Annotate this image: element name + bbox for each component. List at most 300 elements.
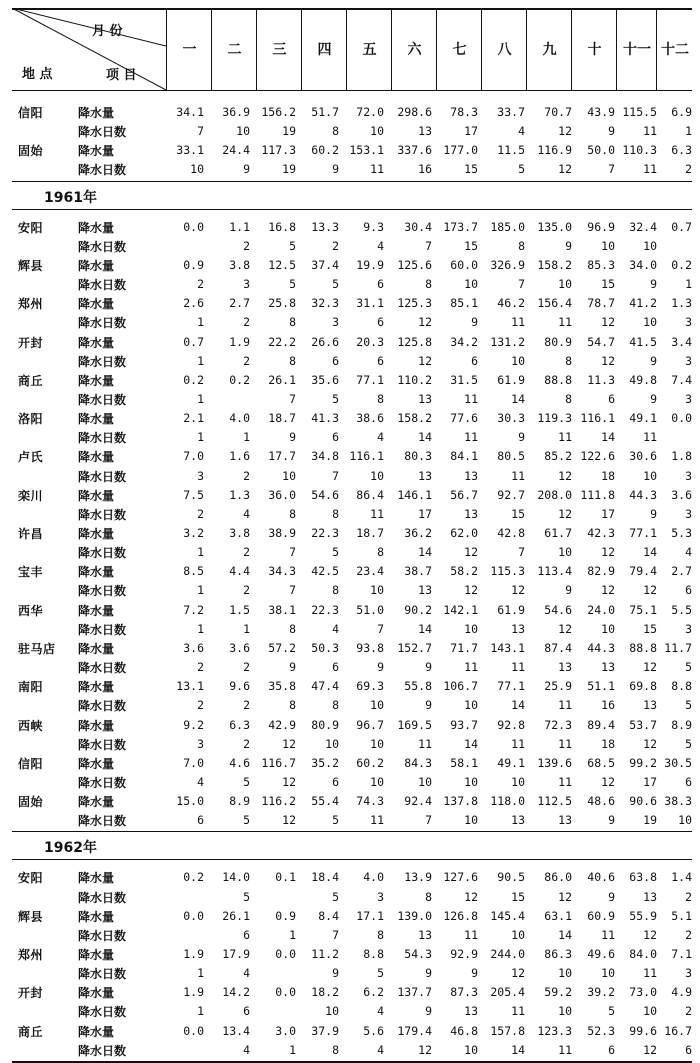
value-cell: 12 bbox=[282, 774, 296, 789]
value-cell: 80.9 bbox=[311, 717, 339, 732]
value-cell: 9 bbox=[565, 238, 572, 253]
value-cell: 85.1 bbox=[450, 296, 478, 311]
value-cell: 110.3 bbox=[622, 143, 657, 158]
value-cell: 12 bbox=[601, 583, 615, 598]
station-name: 信阳 bbox=[18, 106, 44, 120]
value-cell: 1 bbox=[289, 1042, 296, 1057]
value-cell: 35.6 bbox=[311, 372, 339, 387]
value-cell: 8 bbox=[377, 927, 384, 942]
value-cell: 9 bbox=[650, 277, 657, 292]
value-cell: 10 bbox=[601, 966, 615, 981]
value-cell: 3 bbox=[197, 736, 204, 751]
item-rain-days: 降水日数 bbox=[78, 775, 127, 790]
value-cell: 9 bbox=[425, 1004, 432, 1019]
value-cell: 75.1 bbox=[629, 602, 657, 617]
value-cell: 7 bbox=[332, 927, 339, 942]
value-cell: 11.2 bbox=[311, 947, 339, 961]
value-cell: 7 bbox=[377, 621, 384, 636]
value-cell: 38.7 bbox=[404, 564, 432, 579]
value-cell: 123.3 bbox=[537, 1023, 572, 1038]
table-row bbox=[12, 312, 692, 331]
value-cell: 54.6 bbox=[311, 487, 339, 502]
item-precipitation: 降水量 bbox=[78, 297, 115, 312]
value-cell: 6 bbox=[471, 353, 478, 368]
value-cell: 1.3 bbox=[671, 296, 692, 311]
value-cell: 70.7 bbox=[544, 105, 572, 119]
table-row bbox=[12, 351, 692, 370]
station-name: 开封 bbox=[18, 986, 44, 1001]
value-cell: 17 bbox=[601, 506, 615, 521]
value-cell: 11 bbox=[643, 162, 657, 177]
value-cell: 13 bbox=[643, 698, 657, 713]
value-cell: 3 bbox=[685, 621, 692, 636]
value-cell: 34.3 bbox=[268, 564, 296, 579]
value-cell: 8 bbox=[289, 315, 296, 330]
value-cell: 93.8 bbox=[356, 640, 384, 655]
value-cell: 1 bbox=[197, 1004, 204, 1019]
table-row bbox=[12, 217, 692, 236]
value-cell: 3.6 bbox=[229, 640, 250, 655]
item-rain-days: 降水日数 bbox=[78, 1005, 127, 1020]
table-row bbox=[12, 619, 692, 638]
value-cell: 84.1 bbox=[450, 449, 478, 464]
value-cell: 7.0 bbox=[183, 449, 204, 464]
table-row bbox=[12, 753, 692, 772]
value-cell: 2 bbox=[685, 1004, 692, 1019]
value-cell: 1 bbox=[685, 277, 692, 292]
station-name: 郑州 bbox=[18, 297, 44, 312]
value-cell: 137.8 bbox=[443, 794, 478, 809]
value-cell: 87.3 bbox=[450, 985, 478, 1000]
value-cell: 11.3 bbox=[587, 372, 615, 387]
value-cell: 68.5 bbox=[587, 755, 615, 770]
month-header-12: 十二 bbox=[656, 8, 693, 90]
value-cell: 9 bbox=[608, 124, 615, 139]
value-cell: 77.6 bbox=[450, 411, 478, 426]
value-cell: 0.2 bbox=[671, 257, 692, 272]
value-cell: 46.8 bbox=[450, 1023, 478, 1038]
value-cell: 12 bbox=[558, 621, 572, 636]
value-cell: 55.4 bbox=[311, 794, 339, 809]
value-cell: 0.0 bbox=[275, 947, 296, 961]
value-cell: 8 bbox=[289, 353, 296, 368]
table-row bbox=[12, 963, 692, 982]
value-cell: 115.3 bbox=[490, 564, 525, 579]
value-cell: 7 bbox=[425, 813, 432, 828]
value-cell: 10 bbox=[370, 583, 384, 598]
value-cell: 10 bbox=[282, 468, 296, 483]
table-row bbox=[12, 121, 692, 140]
value-cell: 2 bbox=[243, 315, 250, 330]
value-cell: 12 bbox=[643, 660, 657, 675]
station-name: 开封 bbox=[18, 335, 44, 350]
item-rain-days: 降水日数 bbox=[78, 699, 127, 714]
value-cell: 54.6 bbox=[544, 602, 572, 617]
value-cell: 5.3 bbox=[671, 526, 692, 540]
value-cell: 4 bbox=[332, 621, 339, 636]
value-cell: 173.7 bbox=[443, 219, 478, 234]
value-cell: 23.4 bbox=[356, 564, 384, 579]
value-cell: 47.4 bbox=[311, 679, 339, 694]
table-row bbox=[12, 867, 692, 886]
value-cell: 4 bbox=[197, 774, 204, 789]
value-cell: 2 bbox=[243, 468, 250, 483]
value-cell: 69.8 bbox=[629, 679, 657, 694]
value-cell: 84.3 bbox=[404, 755, 432, 770]
item-rain-days: 降水日数 bbox=[78, 278, 127, 293]
value-cell: 49.1 bbox=[497, 755, 525, 770]
value-cell: 38.3 bbox=[664, 794, 692, 809]
value-cell: 10 bbox=[325, 1004, 339, 1019]
value-cell: 6 bbox=[332, 430, 339, 445]
value-cell: 6 bbox=[685, 774, 692, 789]
value-cell: 7.1 bbox=[671, 947, 692, 961]
item-precipitation: 降水量 bbox=[78, 986, 115, 1001]
table-row bbox=[12, 906, 692, 925]
value-cell: 3 bbox=[377, 889, 384, 904]
value-cell: 9 bbox=[332, 162, 339, 177]
value-cell: 63.1 bbox=[544, 908, 572, 923]
item-rain-days: 降水日数 bbox=[78, 163, 127, 178]
value-cell: 22.3 bbox=[311, 602, 339, 617]
table-row bbox=[12, 466, 692, 485]
value-cell: 52.3 bbox=[587, 1023, 615, 1038]
value-cell: 13 bbox=[558, 813, 572, 828]
value-cell: 13.3 bbox=[311, 219, 339, 234]
value-cell: 8 bbox=[565, 353, 572, 368]
item-precipitation: 降水量 bbox=[78, 144, 115, 159]
value-cell: 8 bbox=[518, 238, 525, 253]
value-cell: 10 bbox=[511, 927, 525, 942]
value-cell: 93.7 bbox=[450, 717, 478, 732]
item-precipitation: 降水量 bbox=[78, 680, 115, 695]
value-cell: 42.3 bbox=[587, 526, 615, 540]
value-cell: 80.5 bbox=[497, 449, 525, 464]
value-cell: 26.6 bbox=[311, 334, 339, 349]
value-cell: 17.7 bbox=[268, 449, 296, 464]
month-header-8: 八 bbox=[481, 8, 527, 90]
item-precipitation: 降水量 bbox=[78, 718, 115, 733]
value-cell: 12 bbox=[558, 124, 572, 139]
value-cell: 10 bbox=[511, 353, 525, 368]
item-rain-days: 降水日数 bbox=[78, 661, 127, 676]
value-cell: 38.6 bbox=[356, 411, 384, 426]
value-cell: 63.8 bbox=[629, 870, 657, 885]
item-rain-days: 降水日数 bbox=[78, 125, 127, 140]
table-row bbox=[12, 734, 692, 753]
value-cell: 10 bbox=[643, 468, 657, 483]
value-cell: 34.0 bbox=[629, 257, 657, 272]
value-cell: 41.3 bbox=[311, 411, 339, 426]
table-row bbox=[12, 791, 692, 810]
value-cell: 41.5 bbox=[629, 334, 657, 349]
value-cell: 15 bbox=[464, 162, 478, 177]
value-cell: 5 bbox=[332, 545, 339, 560]
value-cell: 146.1 bbox=[397, 487, 432, 502]
value-cell: 13 bbox=[464, 506, 478, 521]
value-cell: 326.9 bbox=[490, 257, 525, 272]
value-cell: 74.3 bbox=[356, 794, 384, 809]
value-cell: 10 bbox=[643, 238, 657, 253]
value-cell: 11 bbox=[643, 430, 657, 445]
value-cell: 4.4 bbox=[229, 564, 250, 579]
value-cell: 2 bbox=[243, 698, 250, 713]
value-cell: 158.2 bbox=[397, 411, 432, 426]
value-cell: 3 bbox=[685, 468, 692, 483]
value-cell: 5.1 bbox=[671, 908, 692, 923]
value-cell: 3.2 bbox=[183, 526, 204, 540]
value-cell: 51.1 bbox=[587, 679, 615, 694]
section-rule bbox=[12, 831, 692, 832]
value-cell: 84.0 bbox=[629, 947, 657, 961]
value-cell: 12 bbox=[558, 506, 572, 521]
value-cell: 119.3 bbox=[537, 411, 572, 426]
item-rain-days: 降水日数 bbox=[78, 737, 127, 752]
value-cell: 49.8 bbox=[629, 372, 657, 387]
month-header-10: 十 bbox=[571, 8, 617, 90]
value-cell: 1 bbox=[197, 353, 204, 368]
value-cell: 125.6 bbox=[397, 257, 432, 272]
value-cell: 15 bbox=[643, 621, 657, 636]
value-cell: 10 bbox=[643, 315, 657, 330]
value-cell: 139.6 bbox=[537, 755, 572, 770]
value-cell: 25.9 bbox=[544, 679, 572, 694]
value-cell: 89.4 bbox=[587, 717, 615, 732]
value-cell: 11 bbox=[511, 736, 525, 751]
value-cell: 12 bbox=[282, 736, 296, 751]
value-cell: 3.0 bbox=[275, 1023, 296, 1038]
value-cell: 2 bbox=[243, 583, 250, 598]
value-cell: 77.1 bbox=[629, 526, 657, 540]
value-cell: 53.7 bbox=[629, 717, 657, 732]
item-rain-days: 降水日数 bbox=[78, 622, 127, 637]
value-cell: 48.6 bbox=[587, 794, 615, 809]
value-cell: 5 bbox=[685, 698, 692, 713]
value-cell: 60.0 bbox=[450, 257, 478, 272]
value-cell: 56.7 bbox=[450, 487, 478, 502]
value-cell: 244.0 bbox=[490, 947, 525, 961]
value-cell: 5 bbox=[332, 391, 339, 406]
value-cell: 6 bbox=[243, 927, 250, 942]
value-cell: 6 bbox=[685, 583, 692, 598]
item-precipitation: 降水量 bbox=[78, 565, 115, 580]
value-cell: 2 bbox=[243, 238, 250, 253]
value-cell: 17.1 bbox=[356, 908, 384, 923]
value-cell: 4.0 bbox=[363, 870, 384, 885]
table-row bbox=[12, 925, 692, 944]
value-cell: 13 bbox=[418, 124, 432, 139]
value-cell: 34.2 bbox=[450, 334, 478, 349]
value-cell: 11 bbox=[643, 966, 657, 981]
value-cell: 1 bbox=[197, 621, 204, 636]
station-name: 辉县 bbox=[18, 258, 44, 273]
year-heading: 1961年 bbox=[44, 189, 97, 206]
value-cell: 11 bbox=[370, 162, 384, 177]
value-cell: 0.2 bbox=[183, 870, 204, 885]
value-cell: 17 bbox=[418, 506, 432, 521]
value-cell: 51.0 bbox=[356, 602, 384, 617]
value-cell: 85.2 bbox=[544, 449, 572, 464]
value-cell: 3 bbox=[685, 315, 692, 330]
value-cell: 10 bbox=[464, 698, 478, 713]
value-cell: 2.6 bbox=[183, 296, 204, 311]
value-cell: 116.1 bbox=[349, 449, 384, 464]
value-cell: 86.3 bbox=[544, 947, 572, 961]
value-cell: 10 bbox=[370, 736, 384, 751]
value-cell: 8 bbox=[289, 621, 296, 636]
value-cell: 9 bbox=[243, 162, 250, 177]
value-cell: 40.6 bbox=[587, 870, 615, 885]
value-cell: 117.3 bbox=[261, 143, 296, 158]
value-cell: 2 bbox=[243, 545, 250, 560]
value-cell: 3 bbox=[685, 391, 692, 406]
value-cell: 152.7 bbox=[397, 640, 432, 655]
value-cell: 13.9 bbox=[404, 870, 432, 885]
value-cell: 2.1 bbox=[183, 411, 204, 426]
value-cell: 5 bbox=[377, 966, 384, 981]
value-cell: 82.9 bbox=[587, 564, 615, 579]
month-header-11: 十一 bbox=[616, 8, 657, 90]
value-cell: 6.3 bbox=[229, 717, 250, 732]
value-cell: 58.2 bbox=[450, 564, 478, 579]
item-rain-days: 降水日数 bbox=[78, 546, 127, 561]
value-cell: 9 bbox=[289, 660, 296, 675]
value-cell: 24.4 bbox=[222, 143, 250, 158]
table-row bbox=[12, 159, 692, 178]
value-cell: 8 bbox=[425, 277, 432, 292]
table-row bbox=[12, 1040, 692, 1059]
value-cell: 4.6 bbox=[229, 755, 250, 770]
value-cell: 8 bbox=[332, 698, 339, 713]
value-cell: 9 bbox=[425, 966, 432, 981]
value-cell: 26.1 bbox=[268, 372, 296, 387]
value-cell: 12 bbox=[558, 468, 572, 483]
value-cell: 127.6 bbox=[443, 870, 478, 885]
value-cell: 8 bbox=[377, 545, 384, 560]
value-cell: 92.7 bbox=[497, 487, 525, 502]
value-cell: 0.2 bbox=[229, 372, 250, 387]
value-cell: 12 bbox=[464, 889, 478, 904]
value-cell: 38.1 bbox=[268, 602, 296, 617]
value-cell: 2 bbox=[243, 660, 250, 675]
value-cell: 7 bbox=[332, 468, 339, 483]
value-cell: 6 bbox=[377, 277, 384, 292]
item-precipitation: 降水量 bbox=[78, 373, 115, 388]
item-precipitation: 降水量 bbox=[78, 335, 115, 350]
value-cell: 1.6 bbox=[229, 449, 250, 464]
value-cell: 9.2 bbox=[183, 717, 204, 732]
station-name: 西峡 bbox=[18, 718, 44, 733]
value-cell: 92.4 bbox=[404, 794, 432, 809]
value-cell: 8 bbox=[289, 506, 296, 521]
value-cell: 8 bbox=[377, 391, 384, 406]
value-cell: 10 bbox=[325, 736, 339, 751]
value-cell: 71.7 bbox=[450, 640, 478, 655]
value-cell: 20.3 bbox=[356, 334, 384, 349]
table-row bbox=[12, 427, 692, 446]
value-cell: 42.8 bbox=[497, 526, 525, 540]
value-cell: 3 bbox=[685, 353, 692, 368]
value-cell: 158.2 bbox=[537, 257, 572, 272]
value-cell: 13.1 bbox=[176, 679, 204, 694]
table-row bbox=[12, 600, 692, 619]
value-cell: 86.4 bbox=[356, 487, 384, 502]
value-cell: 12 bbox=[464, 545, 478, 560]
table-row bbox=[12, 293, 692, 312]
value-cell: 10 bbox=[511, 774, 525, 789]
table-row bbox=[12, 1021, 692, 1040]
value-cell: 9 bbox=[471, 966, 478, 981]
value-cell: 10 bbox=[558, 545, 572, 560]
value-cell: 31.5 bbox=[450, 372, 478, 387]
value-cell: 11 bbox=[558, 698, 572, 713]
value-cell: 12.5 bbox=[268, 257, 296, 272]
value-cell: 0.0 bbox=[183, 219, 204, 234]
item-precipitation: 降水量 bbox=[78, 1024, 115, 1039]
value-cell: 59.2 bbox=[544, 985, 572, 1000]
value-cell: 11 bbox=[558, 315, 572, 330]
value-cell: 8 bbox=[425, 889, 432, 904]
table-row bbox=[12, 580, 692, 599]
value-cell: 110.2 bbox=[397, 372, 432, 387]
value-cell: 142.1 bbox=[443, 602, 478, 617]
value-cell: 1.4 bbox=[671, 870, 692, 885]
value-cell: 0.9 bbox=[275, 908, 296, 923]
station-name: 安阳 bbox=[18, 220, 44, 235]
value-cell: 11 bbox=[464, 927, 478, 942]
value-cell: 118.0 bbox=[490, 794, 525, 809]
value-cell: 14 bbox=[511, 698, 525, 713]
value-cell: 13 bbox=[464, 468, 478, 483]
value-cell: 10 bbox=[190, 162, 204, 177]
station-name: 郑州 bbox=[18, 948, 44, 962]
value-cell: 2 bbox=[243, 353, 250, 368]
value-cell: 1 bbox=[685, 124, 692, 139]
value-cell: 5 bbox=[332, 277, 339, 292]
value-cell: 37.9 bbox=[311, 1023, 339, 1038]
value-cell: 80.3 bbox=[404, 449, 432, 464]
year-heading: 1962年 bbox=[44, 840, 97, 857]
value-cell: 12 bbox=[643, 1042, 657, 1057]
value-cell: 12 bbox=[418, 315, 432, 330]
value-cell: 60.9 bbox=[587, 908, 615, 923]
value-cell: 4 bbox=[518, 124, 525, 139]
value-cell: 10 bbox=[464, 621, 478, 636]
value-cell: 14 bbox=[601, 430, 615, 445]
value-cell: 10 bbox=[601, 621, 615, 636]
value-cell: 22.2 bbox=[268, 334, 296, 349]
value-cell: 177.0 bbox=[443, 143, 478, 158]
value-cell: 12 bbox=[418, 353, 432, 368]
item-rain-days: 降水日数 bbox=[78, 469, 127, 484]
value-cell: 10 bbox=[418, 774, 432, 789]
value-cell: 37.4 bbox=[311, 257, 339, 272]
table-row bbox=[12, 485, 692, 504]
value-cell: 55.8 bbox=[404, 679, 432, 694]
value-cell: 7.0 bbox=[183, 755, 204, 770]
value-cell: 4 bbox=[685, 545, 692, 560]
value-cell: 78.7 bbox=[587, 296, 615, 311]
value-cell: 14 bbox=[418, 430, 432, 445]
station-name: 卢氏 bbox=[18, 450, 44, 465]
value-cell: 12 bbox=[464, 583, 478, 598]
table-row bbox=[12, 370, 692, 389]
value-cell: 8 bbox=[332, 506, 339, 521]
value-cell: 153.1 bbox=[349, 143, 384, 158]
value-cell: 12 bbox=[282, 813, 296, 828]
value-cell: 14 bbox=[643, 545, 657, 560]
value-cell: 13 bbox=[558, 660, 572, 675]
